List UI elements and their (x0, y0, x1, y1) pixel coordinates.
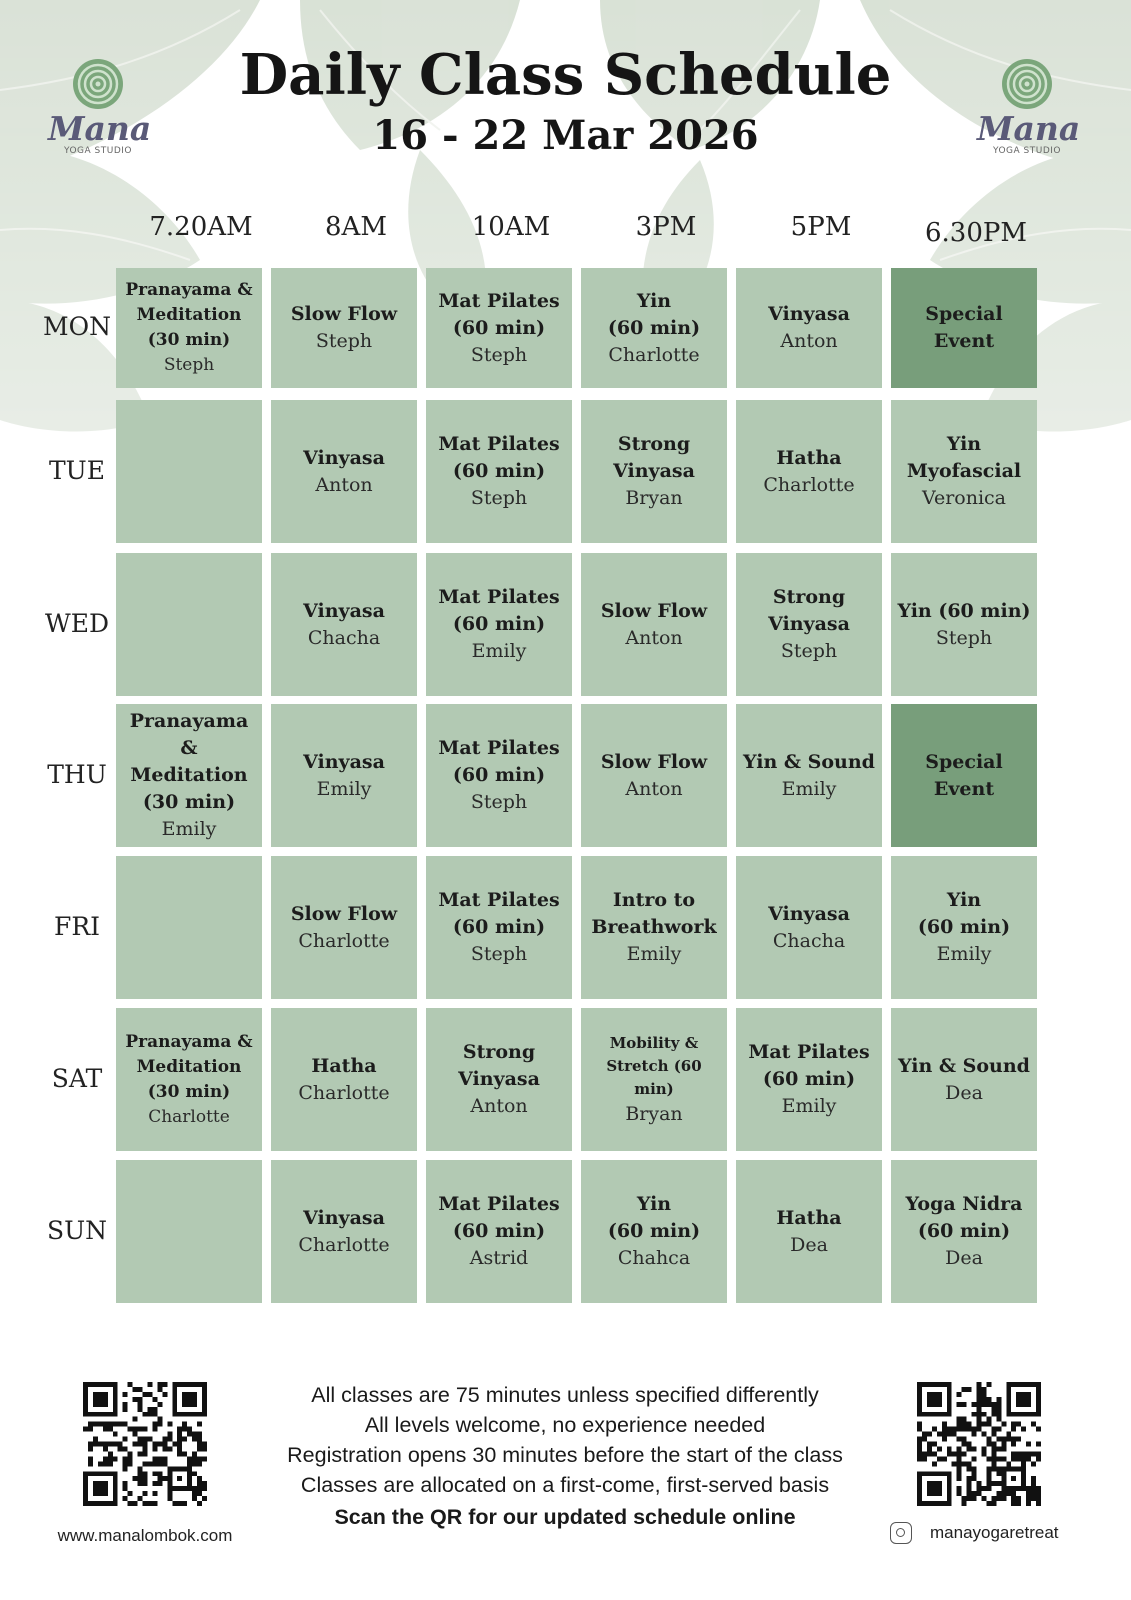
class-teacher: Bryan (625, 1102, 683, 1125)
class-name: Strong Vinyasa (458, 1041, 540, 1090)
class-name: Hatha (311, 1054, 377, 1077)
class-teacher: Charlotte (298, 1081, 390, 1104)
class-cell (116, 704, 262, 847)
class-cell (116, 1008, 262, 1151)
class-name: Yin & Sound (898, 1054, 1030, 1077)
class-teacher: Charlotte (298, 1233, 390, 1256)
instagram-text: manayogaretreat (930, 1523, 1059, 1542)
class-cell (736, 704, 882, 847)
class-teacher: Charlotte (298, 929, 390, 952)
class-cell (271, 1160, 417, 1303)
day-label-fri: FRI (53, 911, 101, 941)
class-teacher: Veronica (921, 487, 1007, 509)
class-name: Strong Vinyasa (613, 433, 695, 482)
schedule-notes (260, 1380, 870, 1532)
class-teacher: Steph (315, 330, 373, 352)
class-name: Hatha (776, 446, 842, 469)
class-cell (581, 400, 727, 543)
instagram-handle[interactable] (890, 1522, 1100, 1544)
class-name: Vinyasa (303, 1206, 385, 1229)
note-line: All levels welcome, no experience needed (364, 1413, 766, 1437)
class-cell (581, 553, 727, 696)
time-label: 3PM (635, 212, 697, 242)
date-range: 16 - 22 Mar 2026 (372, 112, 759, 159)
class-name: Mat Pilates (60 min) (438, 889, 560, 938)
class-name: Mat Pilates (60 min) (438, 289, 560, 339)
note-line: Registration opens 30 minutes before the start of the class (287, 1443, 843, 1467)
class-teacher: Bryan (625, 487, 683, 509)
class-cell (581, 704, 727, 847)
class-cell (271, 553, 417, 696)
class-cell (736, 400, 882, 543)
class-cell (271, 856, 417, 999)
class-name: Slow Flow (600, 750, 708, 773)
class-name: Vinyasa (303, 446, 385, 469)
day-label-wed: WED (45, 608, 109, 638)
class-cell (736, 1008, 882, 1151)
class-cell (581, 268, 727, 388)
class-name: Slow Flow (600, 599, 708, 622)
class-name: Yin Myofascial (906, 433, 1022, 482)
class-cell (581, 1160, 727, 1303)
class-name: Slow Flow (290, 902, 398, 925)
class-name: Yoga Nidra (60 min) (905, 1193, 1023, 1242)
note-line: Classes are allocated on a first-come, first-served basis (300, 1473, 830, 1497)
class-cell (736, 268, 882, 388)
qr-code-right (917, 1382, 1041, 1506)
class-name: Intro to Breathwork (591, 889, 717, 938)
class-cell (426, 553, 572, 696)
class-teacher: Anton (315, 473, 373, 496)
class-cell (736, 856, 882, 999)
day-label-sun: SUN (46, 1215, 108, 1245)
class-cell (736, 1160, 882, 1303)
class-teacher: Steph (470, 487, 528, 509)
class-name: Pranayama & Meditation (30 min) (125, 1031, 253, 1102)
class-name: Mat Pilates (60 min) (438, 433, 560, 482)
class-cell (426, 704, 572, 847)
class-name: Mat Pilates (60 min) (748, 1041, 870, 1090)
class-teacher: Emily (626, 943, 682, 965)
class-cell (426, 400, 572, 543)
day-label-thu: THU (47, 759, 107, 789)
class-teacher: Emily (781, 1095, 837, 1117)
day-label-tue: TUE (49, 455, 105, 485)
class-name: Mat Pilates (60 min) (438, 1193, 560, 1242)
class-name: Vinyasa (768, 902, 850, 925)
class-cell (426, 1160, 572, 1303)
class-name: Pranayama & Meditation (30 min) (129, 710, 249, 813)
class-teacher: Emily (316, 777, 372, 800)
empty-cell (116, 553, 262, 696)
class-cell (736, 553, 882, 696)
empty-cell (116, 856, 262, 999)
class-teacher: Emily (471, 640, 527, 662)
class-teacher: Chacha (307, 626, 381, 649)
day-label-mon: MON (43, 312, 111, 341)
class-teacher: Emily (161, 818, 217, 840)
class-name: Pranayama & Meditation (30 min) (125, 280, 253, 350)
class-cell (426, 856, 572, 999)
class-name: Mobility & Stretch (60 min) (606, 1033, 702, 1098)
class-name: Yin (60 min) (897, 599, 1031, 622)
logo-word: Mana (977, 109, 1081, 148)
time-label: 5PM (790, 212, 852, 242)
class-name: Strong Vinyasa (768, 586, 850, 635)
class-cell (271, 704, 417, 847)
empty-cell (116, 1160, 262, 1303)
class-cell (891, 1160, 1037, 1303)
class-teacher: Anton (780, 330, 838, 352)
class-cell (271, 1008, 417, 1151)
class-name: Vinyasa (768, 303, 850, 325)
time-label: 6.30PM (924, 218, 1027, 248)
note-emphasis: Scan the QR for our updated schedule online (334, 1505, 796, 1529)
class-name: Slow Flow (290, 303, 398, 325)
logo-subtitle: YOGA STUDIO (63, 146, 133, 156)
class-name: Yin (60 min) (607, 289, 701, 339)
class-cell (891, 400, 1037, 543)
class-cell (891, 704, 1037, 847)
class-cell (891, 1008, 1037, 1151)
class-teacher: Steph (470, 791, 528, 813)
class-teacher: Steph (470, 343, 528, 366)
class-cell (891, 553, 1037, 696)
class-teacher: Emily (936, 943, 992, 965)
class-teacher: Steph (163, 355, 215, 375)
class-name: Mat Pilates (60 min) (438, 737, 560, 786)
class-teacher: Dea (790, 1233, 828, 1256)
class-teacher: Astrid (469, 1247, 529, 1269)
qr-code-left (83, 1382, 207, 1506)
website-link[interactable]: www.manalombok.com (57, 1526, 233, 1545)
class-name: Mat Pilates (60 min) (438, 586, 560, 635)
class-name: Yin (60 min) (917, 889, 1011, 938)
class-cell (891, 856, 1037, 999)
class-teacher: Steph (470, 943, 528, 965)
class-cell (581, 1008, 727, 1151)
logo-subtitle: YOGA STUDIO (992, 146, 1062, 156)
class-name: Yin (60 min) (607, 1193, 701, 1242)
class-teacher: Anton (470, 1095, 528, 1117)
class-teacher: Chacha (772, 929, 846, 952)
class-teacher: Dea (945, 1247, 983, 1269)
class-name: Yin & Sound (743, 750, 875, 773)
class-cell (116, 268, 262, 388)
day-label-sat: SAT (51, 1063, 103, 1093)
class-teacher: Charlotte (763, 473, 855, 496)
instagram-icon (890, 1522, 912, 1544)
class-teacher: Charlotte (148, 1106, 230, 1127)
class-name: Special Event (925, 303, 1003, 352)
class-cell (426, 268, 572, 388)
page-title: Daily Class Schedule (239, 42, 892, 108)
class-cell (891, 268, 1037, 388)
class-name: Special Event (925, 750, 1003, 800)
class-teacher: Steph (780, 640, 838, 662)
time-label: 8AM (325, 212, 387, 242)
class-teacher: Steph (935, 626, 993, 649)
class-teacher: Anton (625, 777, 683, 800)
class-teacher: Emily (781, 777, 837, 800)
class-name: Hatha (776, 1206, 842, 1229)
note-line: All classes are 75 minutes unless specified differently (311, 1383, 819, 1407)
class-cell (426, 1008, 572, 1151)
class-teacher: Anton (625, 626, 683, 649)
class-teacher: Chahca (617, 1247, 691, 1269)
time-label: 10AM (471, 212, 551, 242)
class-name: Vinyasa (303, 750, 385, 773)
logo-word: Mana (48, 109, 152, 148)
class-name: Vinyasa (303, 599, 385, 622)
class-cell (581, 856, 727, 999)
time-label: 7.20AM (149, 212, 253, 242)
class-teacher: Charlotte (608, 343, 700, 366)
class-cell (271, 400, 417, 543)
class-teacher: Dea (945, 1081, 983, 1104)
class-cell (271, 268, 417, 388)
empty-cell (116, 400, 262, 543)
